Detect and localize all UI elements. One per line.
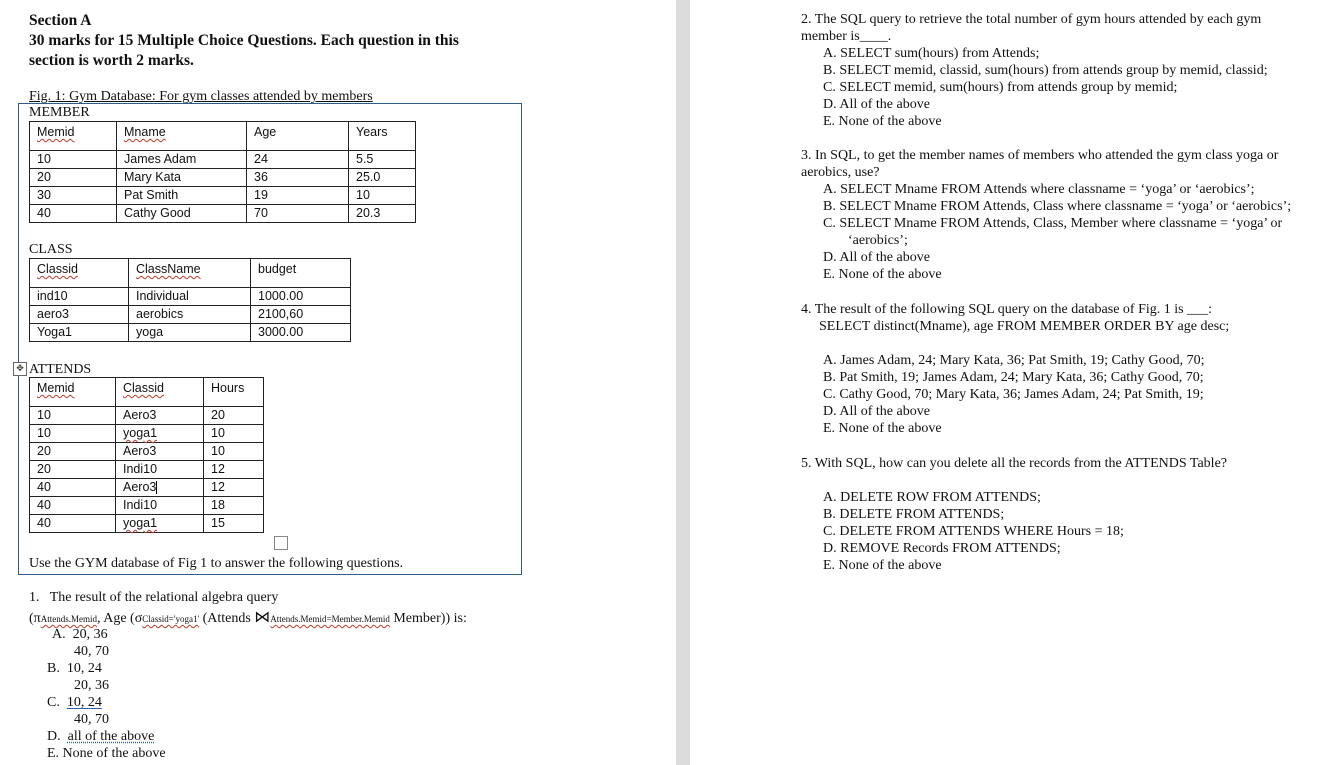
class-header-row [30, 259, 351, 288]
table-cell[interactable]: Indi10 [116, 497, 204, 515]
table-row [30, 288, 351, 306]
q5-option-e: E. None of the above [823, 558, 942, 573]
q3-option-d: D. All of the above [823, 250, 930, 265]
header-cell[interactable]: Classid [116, 378, 204, 407]
table-cell[interactable]: 5.5 [349, 151, 416, 169]
q1-option-c: C. 10, 24 [47, 695, 102, 710]
table-cell[interactable]: Yoga1 [30, 324, 129, 342]
table-cell[interactable]: 30 [30, 187, 117, 205]
table-row [30, 324, 351, 342]
table-cell-active[interactable]: Aero3 [116, 479, 204, 497]
q4-option-c: C. Cathy Good, 70; Mary Kata, 36; James Adam, 24; Pat Smith, 19; [823, 387, 1204, 402]
table-cell[interactable]: 19 [247, 187, 349, 205]
table-cell[interactable]: 40 [30, 497, 116, 515]
attends-table-title: ATTENDS [29, 362, 92, 377]
q3-stem-line1: 3. In SQL, to get the member names of members who attended the gym class yoga or [801, 148, 1279, 163]
table-cell[interactable]: 10 [30, 425, 116, 443]
join-icon: ⋈ [254, 607, 271, 626]
table-row [30, 479, 264, 497]
q1-expression: (πAttends.Memid, Age (σClassid='yoga1' (Attends ⋈Attends.Memid=Member.Memid Member)) is: [29, 607, 467, 626]
q1-option-a: A. 20, 36 [52, 627, 108, 642]
table-cell[interactable]: 25.0 [349, 169, 416, 187]
table-cell[interactable]: yoga1 [116, 515, 204, 533]
header-cell[interactable]: Memid [30, 122, 117, 151]
text-cursor [156, 481, 157, 494]
table-cell[interactable]: 20 [30, 169, 117, 187]
q1-option-c-line2: 40, 70 [74, 712, 109, 727]
table-cell[interactable]: Mary Kata [117, 169, 247, 187]
attends-header-row [30, 378, 264, 407]
table-cell[interactable]: ind10 [30, 288, 129, 306]
table-cell[interactable]: Pat Smith [117, 187, 247, 205]
q3-option-a: A. SELECT Mname FROM Attends where classname = ‘yoga’ or ‘aerobics’; [823, 182, 1255, 197]
table-cell[interactable]: 3000.00 [251, 324, 351, 342]
q5-option-d: D. REMOVE Records FROM ATTENDS; [823, 541, 1061, 556]
q1-option-e: E. None of the above [47, 746, 166, 761]
section-heading: Section A [29, 12, 92, 29]
header-cell[interactable]: Years [349, 122, 416, 151]
q2-stem-line2: member is____. [801, 29, 892, 44]
class-table-title: CLASS [29, 242, 73, 257]
attends-table [29, 377, 264, 533]
table-cell[interactable]: 24 [247, 151, 349, 169]
figure-caption: Fig. 1: Gym Database: For gym classes attended by members [29, 89, 373, 104]
q3-stem-line2: aerobics, use? [801, 165, 880, 180]
q5-option-b: B. DELETE FROM ATTENDS; [823, 507, 1005, 522]
section-intro-line1: 30 marks for 15 Multiple Choice Questions. Each question in this [29, 32, 459, 49]
q4-option-b: B. Pat Smith, 19; James Adam, 24; Mary Kata, 36; Cathy Good, 70; [823, 370, 1204, 385]
table-row [30, 425, 264, 443]
table-move-handle-icon[interactable]: ✥ [13, 362, 27, 376]
table-cell[interactable]: 10 [204, 425, 264, 443]
table-cell[interactable]: 2100,60 [251, 306, 351, 324]
q4-option-d: D. All of the above [823, 404, 930, 419]
q2-option-e: E. None of the above [823, 114, 942, 129]
q3-option-c: C. SELECT Mname FROM Attends, Class, Member where classname = ‘yoga’ or [823, 216, 1283, 231]
table-cell[interactable]: 10 [30, 407, 116, 425]
table-row [30, 151, 416, 169]
table-row [30, 461, 264, 479]
header-cell[interactable]: Memid [30, 378, 116, 407]
table-cell[interactable]: 15 [204, 515, 264, 533]
table-cell[interactable]: Individual [129, 288, 251, 306]
table-cell[interactable]: Aero3 [116, 407, 204, 425]
q1-option-a-line2: 40, 70 [74, 644, 109, 659]
table-cell[interactable]: Aero3 [116, 443, 204, 461]
table-cell[interactable]: 40 [30, 479, 116, 497]
table-cell[interactable]: 10 [30, 151, 117, 169]
page-gutter [676, 0, 690, 765]
q3-option-c-wrap: ‘aerobics’; [848, 233, 908, 248]
table-cell[interactable]: 40 [30, 205, 117, 223]
table-cell[interactable]: Indi10 [116, 461, 204, 479]
table-cell[interactable]: 70 [247, 205, 349, 223]
q1-stem: 1. The result of the relational algebra query [29, 590, 279, 605]
table-row [30, 187, 416, 205]
table-cell[interactable]: 20.3 [349, 205, 416, 223]
q4-option-e: E. None of the above [823, 421, 942, 436]
table-cell[interactable]: Cathy Good [117, 205, 247, 223]
header-cell[interactable]: budget [251, 259, 351, 288]
section-intro-line2: section is worth 2 marks. [29, 52, 194, 69]
q5-option-a: A. DELETE ROW FROM ATTENDS; [823, 490, 1041, 505]
q5-option-c: C. DELETE FROM ATTENDS WHERE Hours = 18; [823, 524, 1124, 539]
q3-option-b: B. SELECT Mname FROM Attends, Class where classname = ‘yoga’ or ‘aerobics’; [823, 199, 1292, 214]
table-row [30, 407, 264, 425]
q1-option-d: D. all of the above [47, 729, 155, 744]
member-header-row [30, 122, 416, 151]
table-resize-handle[interactable] [274, 536, 288, 550]
header-cell[interactable]: ClassName [129, 259, 251, 288]
table-cell[interactable]: 20 [30, 443, 116, 461]
table-row [30, 515, 264, 533]
member-table [29, 121, 416, 223]
q4-stem-line1: 4. The result of the following SQL query on the database of Fig. 1 is ___: [801, 302, 1212, 317]
table-cell[interactable]: 20 [30, 461, 116, 479]
q2-option-a: A. SELECT sum(hours) from Attends; [823, 46, 1040, 61]
header-cell[interactable]: Age [247, 122, 349, 151]
table-cell[interactable]: yoga1 [116, 425, 204, 443]
member-table-title: MEMBER [29, 105, 90, 120]
table-cell[interactable]: 1000.00 [251, 288, 351, 306]
q3-option-e: E. None of the above [823, 267, 942, 282]
header-cell[interactable]: Classid [30, 259, 129, 288]
table-cell[interactable]: 20 [204, 407, 264, 425]
q2-stem-line1: 2. The SQL query to retrieve the total number of gym hours attended by each gym [801, 12, 1262, 27]
table-row [30, 306, 351, 324]
q2-option-c: C. SELECT memid, sum(hours) from attends group by memid; [823, 80, 1178, 95]
q1-option-b-line2: 20, 36 [74, 678, 109, 693]
table-cell[interactable]: aerobics [129, 306, 251, 324]
right-page [690, 0, 1332, 765]
header-cell[interactable]: Hours [204, 378, 264, 407]
table-row [30, 205, 416, 223]
table-cell[interactable]: 10 [204, 443, 264, 461]
table-cell[interactable]: 12 [204, 479, 264, 497]
q1-option-b: B. 10, 24 [47, 661, 102, 676]
table-cell[interactable]: yoga [129, 324, 251, 342]
table-cell[interactable]: aero3 [30, 306, 129, 324]
q5-stem: 5. With SQL, how can you delete all the records from the ATTENDS Table? [801, 456, 1228, 471]
table-cell[interactable]: 40 [30, 515, 116, 533]
q4-sql-query: SELECT distinct(Mname), age FROM MEMBER ORDER BY age desc; [819, 319, 1230, 334]
table-row [30, 169, 416, 187]
table-row [30, 497, 264, 515]
q2-option-b: B. SELECT memid, classid, sum(hours) from attends group by memid, classid; [823, 63, 1268, 78]
header-cell[interactable]: Mname [117, 122, 247, 151]
q2-option-d: D. All of the above [823, 97, 930, 112]
table-row [30, 443, 264, 461]
table-cell[interactable]: 36 [247, 169, 349, 187]
table-cell[interactable]: James Adam [117, 151, 247, 169]
use-database-instruction: Use the GYM database of Fig 1 to answer the following questions. [29, 556, 404, 571]
table-cell[interactable]: 12 [204, 461, 264, 479]
q4-option-a: A. James Adam, 24; Mary Kata, 36; Pat Smith, 19; Cathy Good, 70; [823, 353, 1205, 368]
table-cell[interactable]: 10 [349, 187, 416, 205]
table-cell[interactable]: 18 [204, 497, 264, 515]
class-table [29, 258, 351, 342]
